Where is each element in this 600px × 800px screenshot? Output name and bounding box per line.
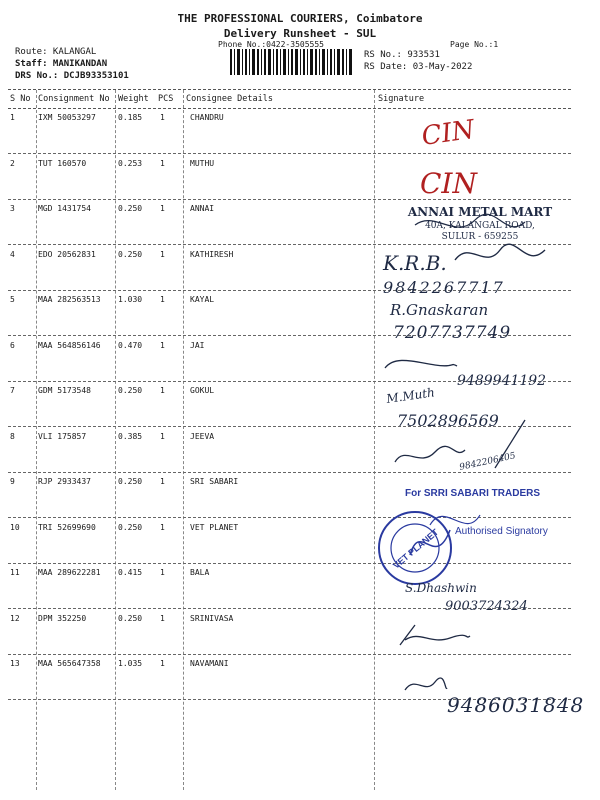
phone-number: Phone No.:0422-3505555	[218, 40, 324, 49]
cell-weight: 0.385	[118, 431, 143, 441]
cell-consignment: GDM 5173548	[38, 386, 91, 395]
signature-row-4-stroke	[455, 244, 545, 260]
cell-consignee: JAI	[190, 340, 205, 350]
cell-consignee: BALA	[190, 568, 210, 577]
staff-label: Staff: MANIKANDAN	[15, 59, 108, 69]
signature-row-8-stroke	[395, 446, 465, 462]
cell-weight: 0.250	[118, 204, 143, 213]
cell-consignee: KATHIRESH	[190, 249, 234, 259]
cell-pcs: 1	[160, 113, 165, 122]
stamp-sabari-signatory: Authorised Signatory	[455, 526, 548, 537]
stamp-address-line1: 40A, KALANGAL ROAD,	[425, 221, 535, 231]
signature-column	[375, 100, 600, 800]
cell-consignment: TRI 52699690	[38, 522, 96, 532]
cell-weight: 0.250	[118, 386, 143, 395]
signature-row-6-phone: 9489941192	[457, 373, 547, 389]
cell-consignee: ANNAI	[190, 204, 215, 213]
stamp-address-line2: SULUR - 659255	[441, 232, 519, 242]
round-stamp-text: VET PLANET	[390, 526, 441, 571]
cell-consignee: SRI SABARI	[190, 477, 239, 486]
cell-weight: 0.250	[118, 613, 143, 623]
company-stamp-annai	[407, 205, 552, 242]
cell-consignment: MAA 289622281	[38, 568, 101, 577]
cell-pcs: 1	[160, 659, 165, 668]
col-header-pcs: PCS	[158, 94, 174, 104]
cell-weight: 1.030	[118, 295, 143, 304]
cell-weight: 0.253	[118, 158, 143, 168]
col-header-consignment: Consignment No	[38, 94, 110, 104]
col-header-sno: S No	[10, 94, 31, 104]
signature-row-4-name: K.R.B.	[383, 251, 447, 275]
cell-consignee: SRINIVASA	[190, 613, 234, 623]
cell-weight: 0.470	[118, 340, 143, 350]
cell-sno: 6	[10, 340, 15, 350]
route-label: Route: KALANGAL	[15, 47, 97, 57]
cell-weight: 0.415	[118, 568, 143, 577]
cell-sno: 5	[10, 295, 15, 304]
cell-weight: 0.250	[118, 522, 143, 532]
cell-pcs: 1	[160, 477, 165, 486]
cell-consignment: EDO 20562831	[38, 249, 96, 259]
drs-number: DRS No.: DCJB93353101	[15, 71, 129, 81]
cell-consignment: MGD 1431754	[38, 204, 91, 213]
cell-sno: 4	[10, 249, 15, 259]
cell-sno: 10	[10, 522, 20, 532]
cell-consignment: MAA 565647358	[38, 659, 101, 668]
signature-row-5-name: R.Gnaskaran	[390, 301, 489, 319]
signature-row-6-stroke	[385, 360, 457, 368]
stamp-sabari-company: For SRRI SABARI TRADERS	[405, 488, 541, 499]
cell-consignee: JEEVA	[190, 431, 215, 441]
cell-pcs: 1	[160, 613, 165, 623]
cell-pcs: 1	[160, 522, 165, 532]
cell-sno: 7	[10, 386, 15, 395]
cell-consignment: MAA 564856146	[38, 340, 101, 350]
cell-sno: 1	[10, 113, 15, 122]
col-header-weight: Weight	[118, 94, 149, 104]
page-number: Page No.:1	[450, 40, 499, 49]
rs-number: RS No.: 933531	[364, 50, 440, 60]
cell-consignment: VLI 175857	[38, 431, 87, 441]
cell-sno: 12	[10, 613, 20, 623]
cell-weight: 0.250	[118, 477, 143, 486]
runsheet-subtitle: Delivery Runsheet - SUL	[223, 27, 377, 40]
cell-consignee: GOKUL	[190, 386, 215, 395]
signature-row-2: CIN	[420, 167, 477, 200]
cell-sno: 3	[10, 204, 15, 213]
cell-consignee: VET PLANET	[190, 522, 239, 532]
cell-consignee: KAYAL	[190, 295, 215, 304]
company-title: THE PROFESSIONAL COURIERS, Coimbatore	[177, 12, 423, 25]
cell-consignment: TUT 160570	[38, 158, 87, 168]
cell-weight: 1.035	[118, 659, 143, 668]
cell-pcs: 1	[160, 568, 165, 577]
cell-pcs: 1	[160, 204, 165, 213]
company-stamp-sabari	[405, 488, 548, 537]
col-header-consignee: Consignee Details	[186, 94, 273, 104]
cell-pcs: 1	[160, 249, 165, 259]
cell-pcs: 1	[160, 158, 165, 168]
cell-consignee: NAVAMANI	[190, 659, 229, 668]
cell-consignment: MAA 282563513	[38, 295, 101, 304]
cell-consignment: RJP 2933437	[38, 477, 91, 486]
signature-row-13-phone: 9486031848	[447, 693, 585, 717]
rs-date: RS Date: 03-May-2022	[364, 62, 473, 72]
cell-weight: 0.185	[118, 113, 143, 122]
cell-consignee: MUTHU	[190, 158, 215, 168]
cell-sno: 8	[10, 431, 15, 441]
signature-row-8-phone: 9842206405	[458, 451, 517, 473]
cell-sno: 13	[10, 659, 20, 668]
signature-row-5-phone: 7207737749	[393, 323, 512, 343]
col-header-signature: Signature	[378, 94, 425, 104]
stamp-company-name: ANNAI METAL MART	[407, 205, 553, 219]
cell-consignment: DPM 352250	[38, 613, 87, 623]
barcode-image	[230, 49, 354, 75]
header-rule-top	[8, 89, 571, 90]
cell-consignment: IXM 50053297	[38, 113, 96, 122]
signature-row-7-name: M.Muth	[385, 385, 436, 406]
signature-row-11-name: S.Dhashwin	[405, 581, 477, 595]
cell-pcs: 1	[160, 386, 165, 395]
cell-sno: 2	[10, 158, 15, 168]
cell-consignee: CHANDRU	[190, 113, 224, 122]
cell-sno: 9	[10, 477, 15, 486]
signature-row-7-phone: 7502896569	[397, 411, 499, 430]
signature-row-13-stroke	[405, 678, 447, 690]
cell-pcs: 1	[160, 295, 165, 304]
cell-pcs: 1	[160, 431, 165, 441]
cell-weight: 0.250	[118, 249, 143, 259]
signature-row-12-stroke	[400, 625, 470, 645]
signature-row-4-phone: 9842267717	[383, 278, 505, 297]
cell-pcs: 1	[160, 340, 165, 350]
cell-sno: 11	[10, 568, 20, 577]
signature-row-11-phone: 9003724324	[445, 599, 528, 614]
signature-row-1: CIN	[419, 114, 477, 152]
round-stamp-vet-planet	[379, 512, 451, 584]
